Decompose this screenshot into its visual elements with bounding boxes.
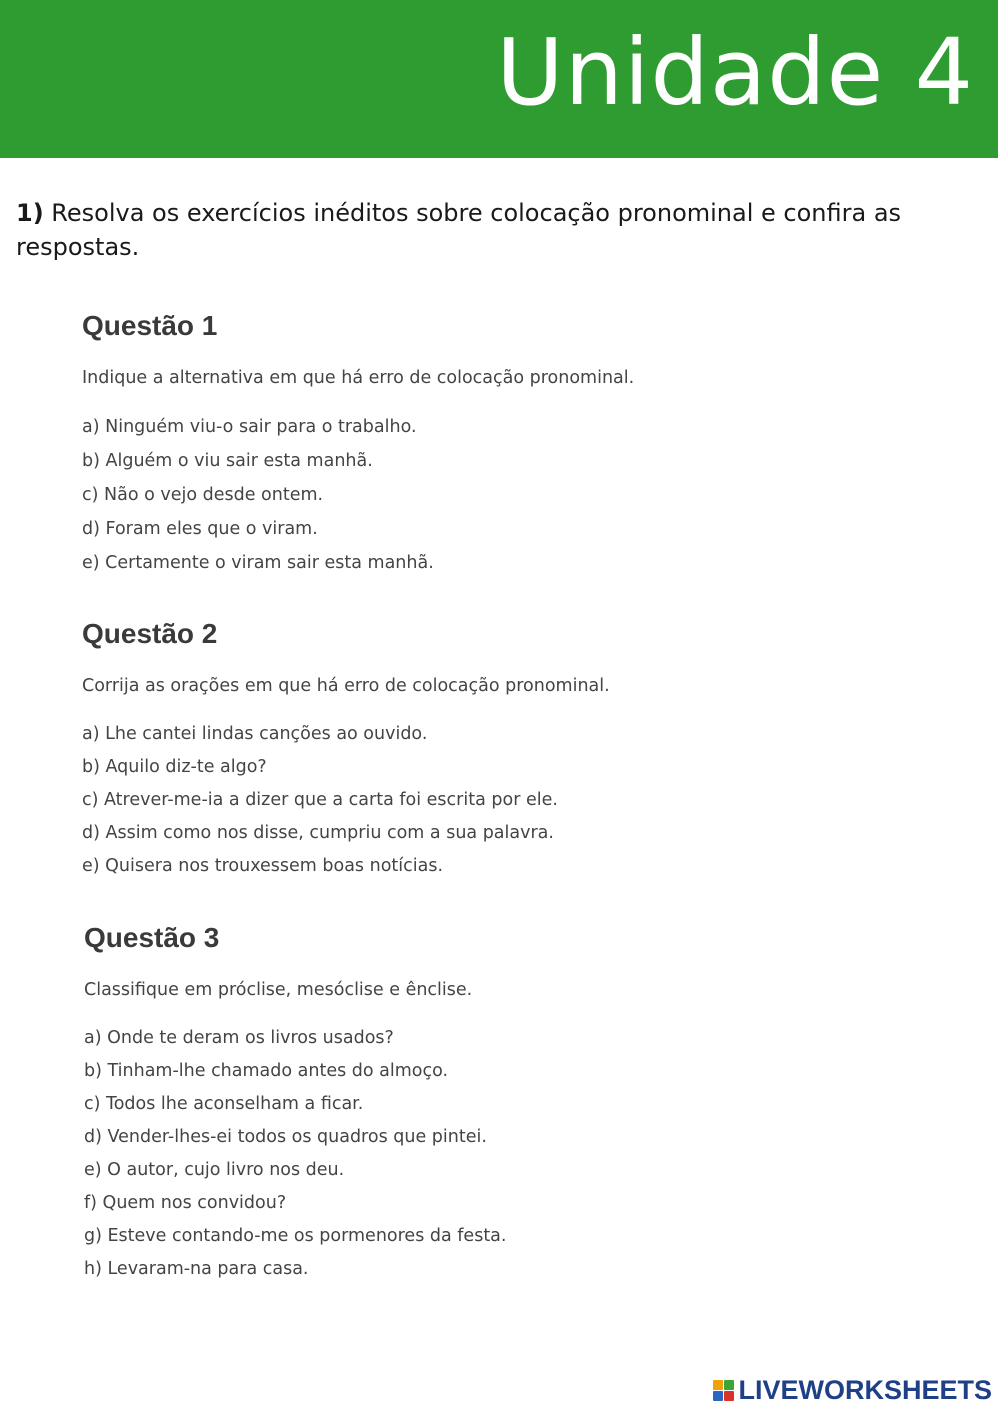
question-3 (84, 922, 904, 1286)
question-title: Questão 2 (82, 618, 218, 649)
option-item: d) Vender-lhes-ei todos os quadros que pintei. (84, 1127, 487, 1147)
option-item: h) Levaram-na para casa. (84, 1259, 309, 1279)
watermark-text: LIVEWORKSHEETS (738, 1375, 992, 1405)
option-item: e) Certamente o viram sair esta manhã. (82, 553, 434, 573)
liveworksheets-logo-icon (713, 1380, 734, 1401)
option-item: f) Quem nos convidou? (84, 1193, 287, 1213)
question-prompt: Classifique em próclise, mesóclise e ênclise. (84, 980, 473, 1000)
option-item: c) Atrever-me-ia a dizer que a carta foi escrita por ele. (82, 790, 558, 810)
question-1 (82, 310, 902, 580)
instruction-body: Resolva os exercícios inéditos sobre colocação pronominal e confira as respostas. (16, 199, 902, 261)
option-item: b) Aquilo diz-te algo? (82, 757, 267, 777)
question-prompt: Indique a alternativa em que há erro de colocação pronominal. (82, 368, 635, 388)
option-item: e) O autor, cujo livro nos deu. (84, 1160, 345, 1180)
liveworksheets-watermark (713, 1375, 992, 1406)
question-2 (82, 618, 902, 883)
question-title: Questão 3 (84, 922, 220, 953)
option-item: a) Ninguém viu-o sair para o trabalho. (82, 417, 417, 437)
question-title: Questão 1 (82, 310, 218, 341)
title-banner (0, 0, 998, 158)
instruction-number: 1) (16, 199, 44, 227)
option-item: c) Não o vejo desde ontem. (82, 485, 324, 505)
instruction-text (16, 196, 966, 264)
option-item: d) Foram eles que o viram. (82, 519, 318, 539)
option-item: g) Esteve contando-me os pormenores da festa. (84, 1226, 507, 1246)
option-list (82, 410, 902, 580)
option-list (82, 718, 902, 883)
option-item: b) Alguém o viu sair esta manhã. (82, 451, 373, 471)
option-item: e) Quisera nos trouxessem boas notícias. (82, 856, 444, 876)
option-item: a) Lhe cantei lindas canções ao ouvido. (82, 724, 428, 744)
option-list (84, 1022, 904, 1286)
option-item: c) Todos lhe aconselham a ficar. (84, 1094, 364, 1114)
option-item: b) Tinham-lhe chamado antes do almoço. (84, 1061, 449, 1081)
option-item: a) Onde te deram os livros usados? (84, 1028, 394, 1048)
question-prompt: Corrija as orações em que há erro de colocação pronominal. (82, 676, 610, 696)
unit-title: Unidade 4 (496, 19, 974, 126)
option-item: d) Assim como nos disse, cumpriu com a sua palavra. (82, 823, 554, 843)
